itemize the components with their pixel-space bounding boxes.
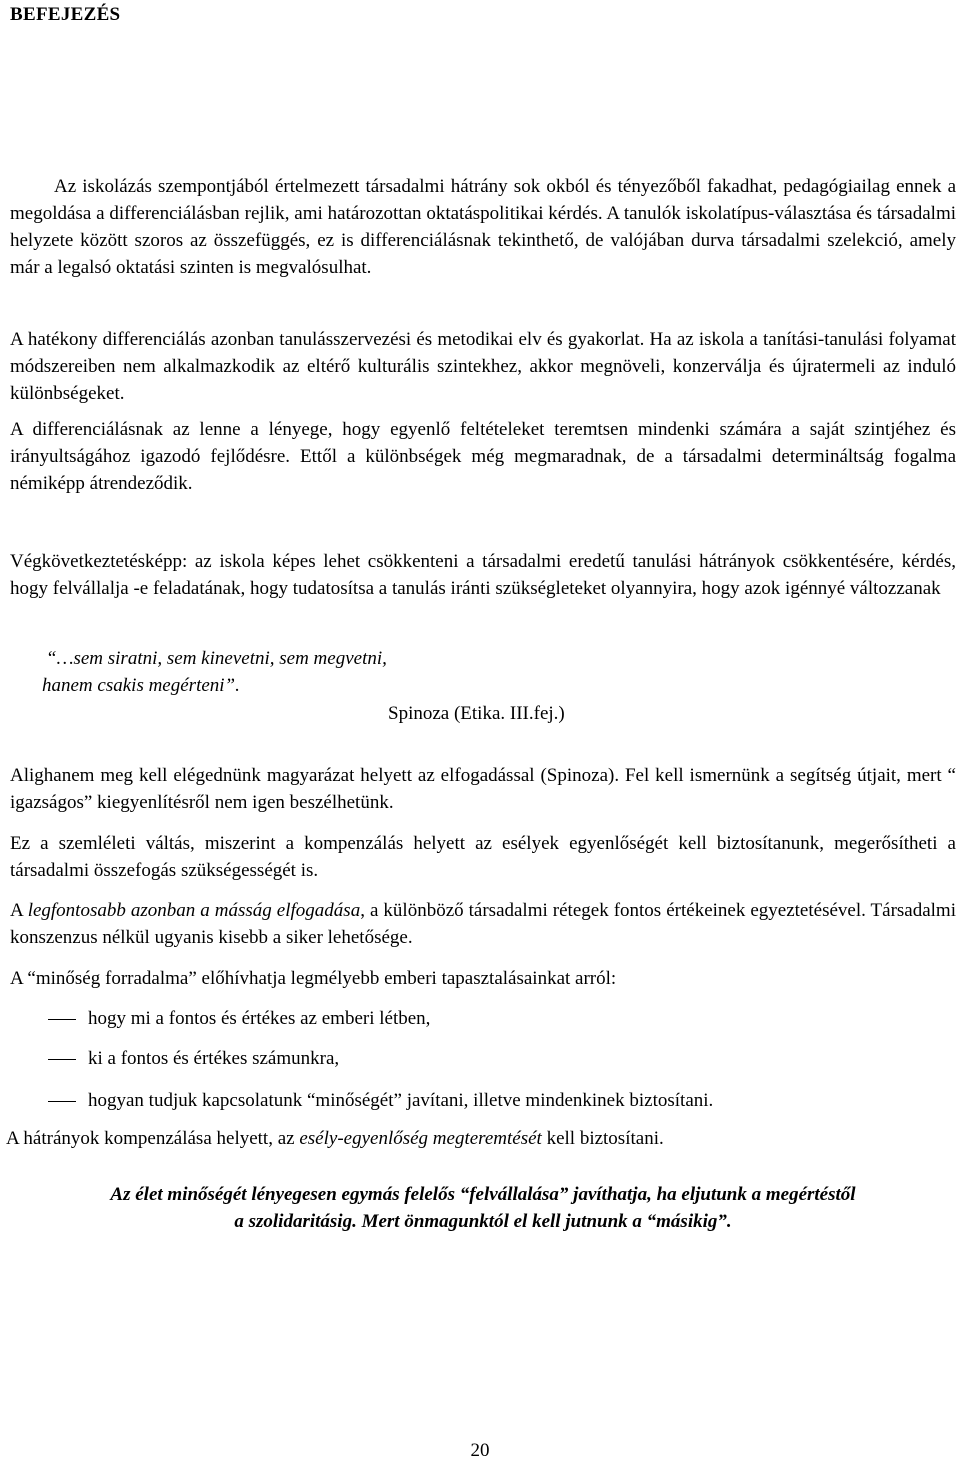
paragraph-7-italic: legfontosabb azonban a másság elfogadása (27, 900, 361, 921)
paragraph-6: Ez a szemléleti váltás, miszerint a kompenzálás helyett az esélyek egyenlőségét kell biztosítanunk, megerősítheti a társadalmi összefogás szükségességét is. (10, 833, 956, 881)
paragraph-1 (10, 173, 956, 281)
paragraph-1-text: Az iskolázás szempontjából értelmezett társadalmi hátrány sok okból és tényezőből fakadhat, pedagógiailag ennek a megoldása a differenciálásban rejlik, ami határozottan oktatáspolitikai kérdés. A tanulók iskolatípus-választása és társadalmi helyzete között szoros az összefüggés, ez is differenciálásnak tekinthető, de valójában durva társadalmi szelekció, amely már a legalsó oktatási szinten is megvalósulhat. (10, 176, 956, 278)
dash-icon (48, 1101, 76, 1102)
dash-icon (48, 1019, 76, 1020)
bullet-item (48, 1087, 713, 1114)
paragraph-7 (10, 897, 956, 951)
bullet-text: ki a fontos és értékes számunkra, (88, 1048, 340, 1069)
paragraph-9-pre: A hátrányok kompenzálása helyett, az (6, 1128, 300, 1149)
paragraph-8: A “minőség forradalma” előhívhatja legmélyebb emberi tapasztalásainkat arról: (10, 968, 617, 989)
bullet-item (48, 1045, 339, 1072)
page-number: 20 (470, 1440, 490, 1461)
paragraph-9-post: kell biztosítani. (541, 1128, 664, 1149)
bullet-text: hogyan tudjuk kapcsolatunk “minőségét” javítani, illetve mindenkinek biztosítani. (88, 1090, 714, 1111)
bullet-item (48, 1005, 430, 1032)
paragraph-2: A hatékony differenciálás azonban tanulásszervezési és metodikai elv és gyakorlat. Ha az iskola a tanítási-tanulási folyamat módszereiben nem alkalmazkodik az eltérő kulturális szintekhez, akkor megnöveli, konzerválja és újratermeli az induló különbségeket. (10, 329, 956, 404)
paragraph-3: A differenciálásnak az lenne a lényege, hogy egyenlő feltételeket teremtsen mindenki számára a saját szintjéhez és irányultságához igazodó fejlődésre. Ettől a különbségek még megmaradnak, de a társadalmi determináltság fogalma némiképp átrendeződik. (10, 419, 956, 494)
quote-line-1: “…sem siratni, sem kinevetni, sem megvetni, (46, 648, 387, 669)
page-heading: BEFEJEZÉS (10, 4, 121, 25)
dash-icon (48, 1059, 76, 1060)
paragraph-9 (6, 1125, 952, 1152)
closing-statement-line-2: a szolidaritásig. Mert önmagunktól el kell jutnunk a “másikig”. (234, 1211, 732, 1232)
closing-statement-line-1: Az élet minőségét lényegesen egymás felelős “felvállalása” javíthatja, ha eljutunk a megértéstől (110, 1184, 856, 1205)
quote-line-2: hanem csakis megérteni”. (42, 675, 240, 696)
paragraph-7-pre: A (10, 900, 28, 921)
paragraph-9-italic: esély-egyenlőség megteremtését (299, 1128, 542, 1149)
paragraph-4: Végkövetkeztetésképp: az iskola képes lehet csökkenteni a társadalmi eredetű tanulási hátrányok csökkentésére, kérdés, hogy felvállalja -e feladatának, hogy tudatosítsa a tanulás iránti szükségleteket olyannyira, hogy azok igénnyé változzanak (10, 551, 956, 599)
quote-attribution: Spinoza (Etika. III.fej.) (388, 703, 565, 724)
paragraph-7-post: , a különböző társadalmi rétegek fontos értékeinek egyeztetésével. Társadalmi konszenzus nélkül ugyanis kisebb a siker lehetősége. (10, 900, 956, 948)
paragraph-5: Alighanem meg kell elégednünk magyarázat helyett az elfogadással (Spinoza). Fel kell ismernünk a segítség útjait, mert “ igazságos” kiegyenlítésről nem igen beszélhetünk. (10, 765, 956, 813)
bullet-text: hogy mi a fontos és értékes az emberi létben, (88, 1008, 431, 1029)
